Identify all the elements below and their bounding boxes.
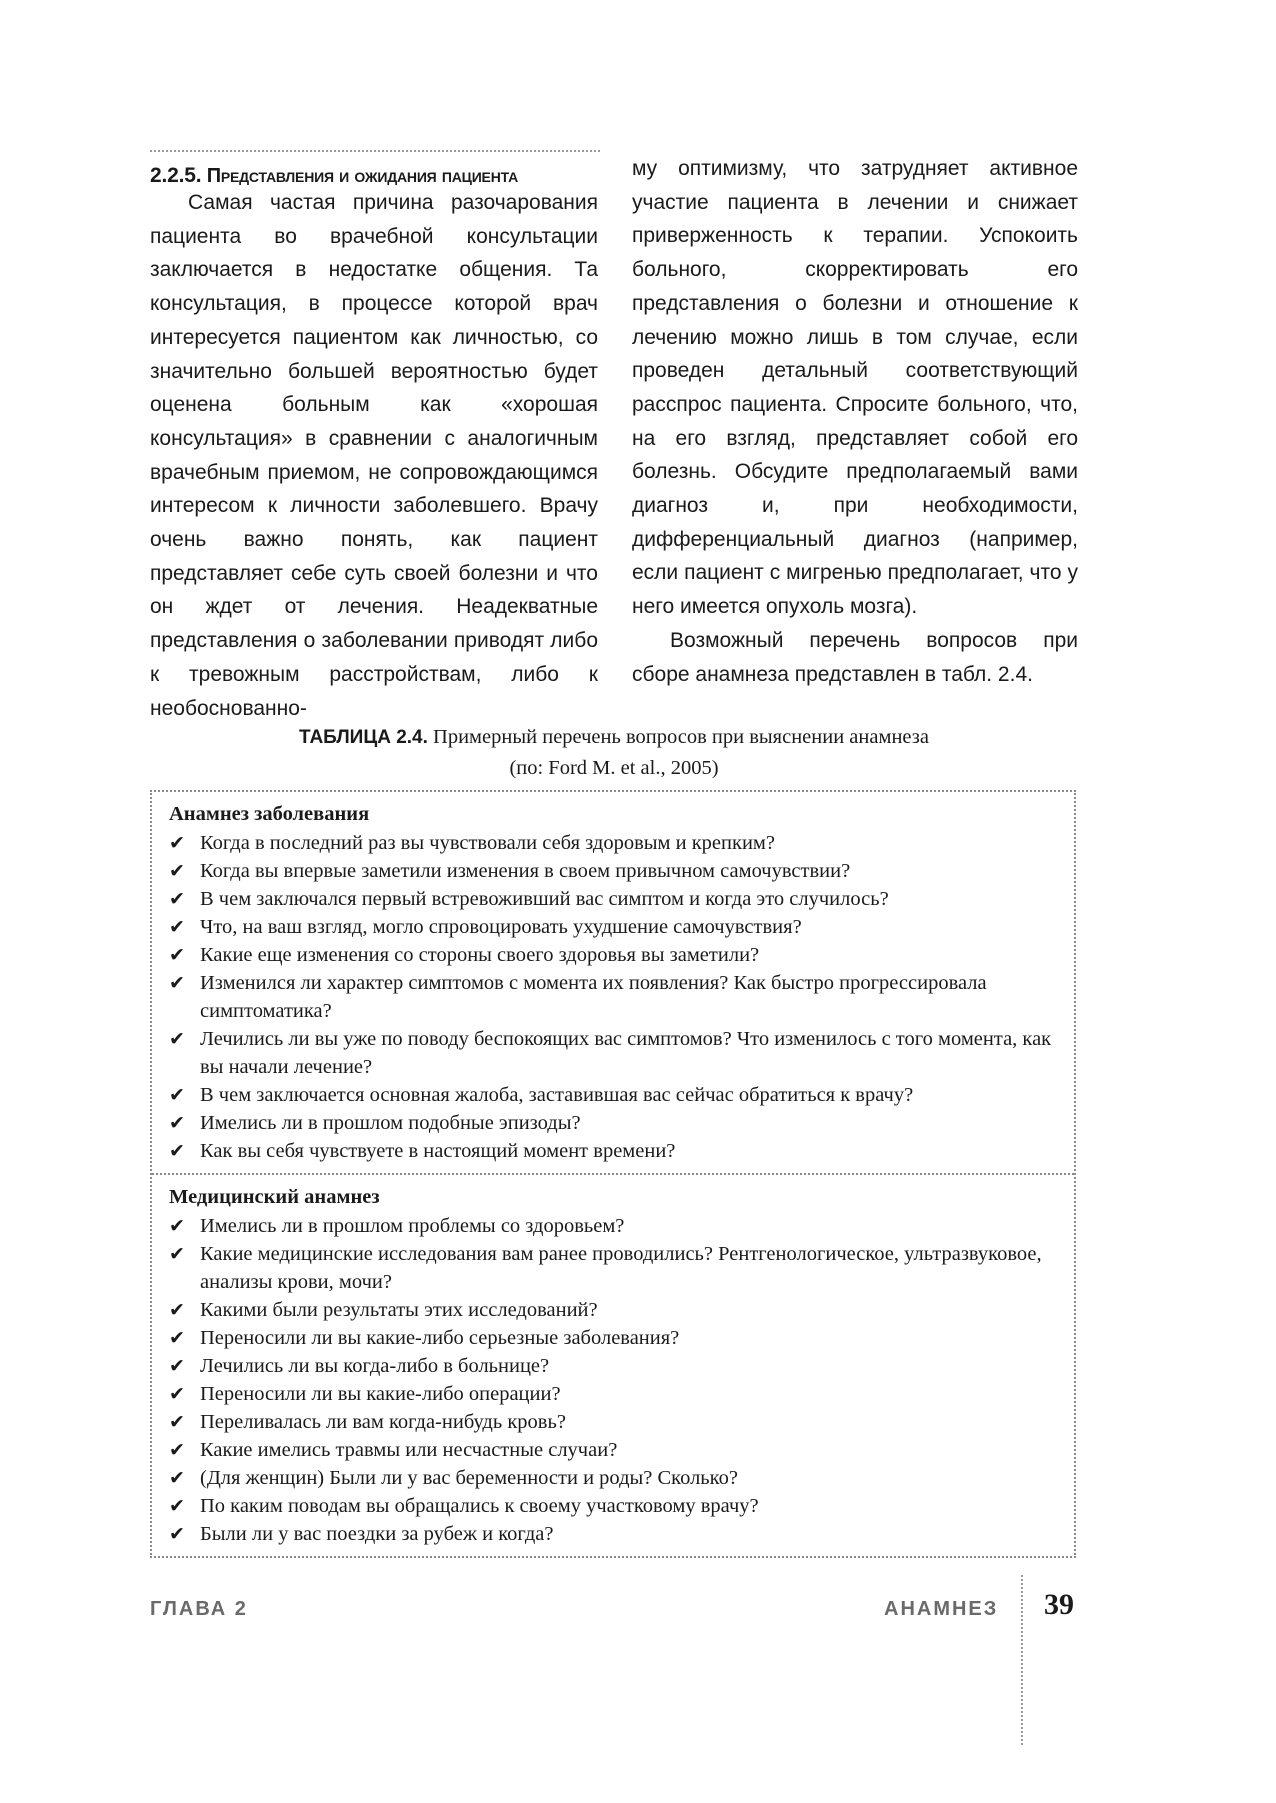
question-text: Как вы себя чувствуете в настоящий момент времени?	[200, 1140, 676, 1162]
question-text: Переносили ли вы какие-либо операции?	[200, 1383, 561, 1405]
question-text: Переносили ли вы какие-либо серьезные заболевания?	[200, 1327, 680, 1349]
question-item	[169, 1464, 1058, 1492]
section-title: Представления и ожидания пациента	[206, 165, 518, 187]
question-text: Когда вы впервые заметили изменения в своем привычном самочувствии?	[200, 860, 851, 882]
question-item	[169, 1352, 1058, 1380]
question-item	[169, 1380, 1058, 1408]
question-text: Имелись ли в прошлом подобные эпизоды?	[200, 1112, 581, 1134]
question-text: Что, на ваш взгляд, могло спровоцировать ухудшение самочувствия?	[200, 916, 802, 938]
question-item	[169, 1324, 1058, 1352]
checkmark-icon: ✔	[169, 944, 185, 966]
checkmark-icon: ✔	[169, 1383, 185, 1405]
section-heading	[150, 150, 600, 188]
right-column	[632, 152, 1078, 691]
section-number: 2.2.5.	[150, 164, 202, 187]
question-text: Имелись ли в прошлом проблемы со здоровьем?	[200, 1215, 625, 1237]
question-item	[169, 1137, 1058, 1165]
question-item	[169, 1492, 1058, 1520]
question-text: (Для женщин) Были ли у вас беременности и роды? Сколько?	[200, 1467, 738, 1489]
table-caption-text: Примерный перечень вопросов при выяснении анамнеза	[433, 726, 929, 748]
table-section-title: Медицинский анамнез	[169, 1186, 380, 1208]
question-item	[169, 941, 1058, 969]
question-text: Какие медицинские исследования вам ранее проводились? Рентгенологическое, ультразвуковое, анализы крови, мочи?	[200, 1243, 1042, 1293]
question-text: Были ли у вас поездки за рубеж и когда?	[200, 1523, 554, 1545]
question-text: Какие имелись травмы или несчастные случаи?	[200, 1439, 618, 1461]
footer-section-name: АНАМНЕЗ	[884, 1598, 999, 1620]
question-list	[169, 829, 1058, 1165]
checkmark-icon: ✔	[169, 1467, 185, 1489]
table-caption-source: (по: Ford M. et al., 2005)	[509, 757, 719, 779]
footer-divider	[1021, 1575, 1023, 1745]
checkmark-icon: ✔	[169, 860, 185, 882]
question-text: Лечились ли вы когда-либо в больнице?	[200, 1355, 550, 1377]
checkmark-icon: ✔	[169, 972, 185, 994]
checkmark-icon: ✔	[169, 832, 185, 854]
question-text: Изменился ли характер симптомов с момента их появления? Как быстро прогрессировала симптоматика?	[200, 972, 987, 1022]
question-text: В чем заключается основная жалоба, заставившая вас сейчас обратиться к врачу?	[200, 1084, 914, 1106]
question-text: В чем заключался первый встревоживший вас симптом и когда это случилось?	[200, 888, 889, 910]
left-column	[150, 186, 598, 725]
table-caption	[150, 722, 1078, 783]
question-item	[169, 1109, 1058, 1137]
checkmark-icon: ✔	[169, 1028, 185, 1050]
checkmark-icon: ✔	[169, 1495, 185, 1517]
checkmark-icon: ✔	[169, 1523, 185, 1545]
table-section-medical-history	[152, 1173, 1074, 1556]
question-item	[169, 1436, 1058, 1464]
checkmark-icon: ✔	[169, 1411, 185, 1433]
left-paragraph: Самая частая причина разочарования пациента во врачебной консультации заключается в недостатке общения. Та консультация, в процессе которой врач интересуется пациентом как личностью, со значительно большей вероятностью будет оценена больным как «хорошая консультация» в сравнении с аналогичным врачебным приемом, не сопровождающимся интересом к личности заболевшего. Врачу очень важно понять, как пациент представляет себе суть своей болезни и что он ждет от лечения. Неадекватные представления о заболевании приводят либо к тревожным расстройствам, либо к необоснованно-	[150, 191, 598, 720]
checkmark-icon: ✔	[169, 1140, 185, 1162]
checkmark-icon: ✔	[169, 1243, 185, 1265]
question-item	[169, 1520, 1058, 1548]
question-item	[169, 885, 1058, 913]
checkmark-icon: ✔	[169, 888, 185, 910]
question-text: Лечились ли вы уже по поводу беспокоящих вас симптомов? Что изменилось с того момента, как вы начали лечение?	[200, 1028, 1052, 1078]
question-item	[169, 1296, 1058, 1324]
checkmark-icon: ✔	[169, 1215, 185, 1237]
page-number: 39	[1044, 1588, 1074, 1621]
checkmark-icon: ✔	[169, 916, 185, 938]
question-text: Какими были результаты этих исследований?	[200, 1299, 598, 1321]
checkmark-icon: ✔	[169, 1439, 185, 1461]
question-item	[169, 829, 1058, 857]
table-section-disease-history	[152, 792, 1074, 1173]
question-text: По каким поводам вы обращались к своему участковому врачу?	[200, 1495, 759, 1517]
footer-chapter: ГЛАВА 2	[150, 1598, 248, 1620]
question-item	[169, 1408, 1058, 1436]
right-paragraph-1: му оптимизму, что затрудняет активное участие пациента в лечении и снижает приверженность к терапии. Успокоить больного, скорректировать его представления о болезни и отношение к лечению можно лишь в том случае, если проведен детальный соответствующий расспрос пациента. Спросите больного, что, на его взгляд, представляет собой его болезнь. Обсудите предполагаемый вами диагноз и, при необходимости, дифференциальный диагноз (например, если пациент с мигренью предполагает, что у него имеется опухоль мозга).	[632, 157, 1078, 619]
checkmark-icon: ✔	[169, 1112, 185, 1134]
table-caption-label: ТАБЛИЦА 2.4.	[299, 727, 428, 748]
question-item	[169, 1240, 1058, 1296]
question-item	[169, 1212, 1058, 1240]
checkmark-icon: ✔	[169, 1355, 185, 1377]
question-item	[169, 1025, 1058, 1081]
right-paragraph-2: Возможный перечень вопросов при сборе анамнеза представлен в табл. 2.4.	[632, 628, 1078, 686]
table-section-title: Анамнез заболевания	[169, 803, 370, 825]
question-item	[169, 1081, 1058, 1109]
questions-table	[150, 790, 1076, 1558]
checkmark-icon: ✔	[169, 1327, 185, 1349]
question-text: Какие еще изменения со стороны своего здоровья вы заметили?	[200, 944, 760, 966]
question-item	[169, 913, 1058, 941]
question-text: Когда в последний раз вы чувствовали себя здоровым и крепким?	[200, 832, 775, 854]
question-item	[169, 857, 1058, 885]
checkmark-icon: ✔	[169, 1084, 185, 1106]
question-item	[169, 969, 1058, 1025]
question-list	[169, 1212, 1058, 1548]
checkmark-icon: ✔	[169, 1299, 185, 1321]
question-text: Переливалась ли вам когда-нибудь кровь?	[200, 1411, 566, 1433]
